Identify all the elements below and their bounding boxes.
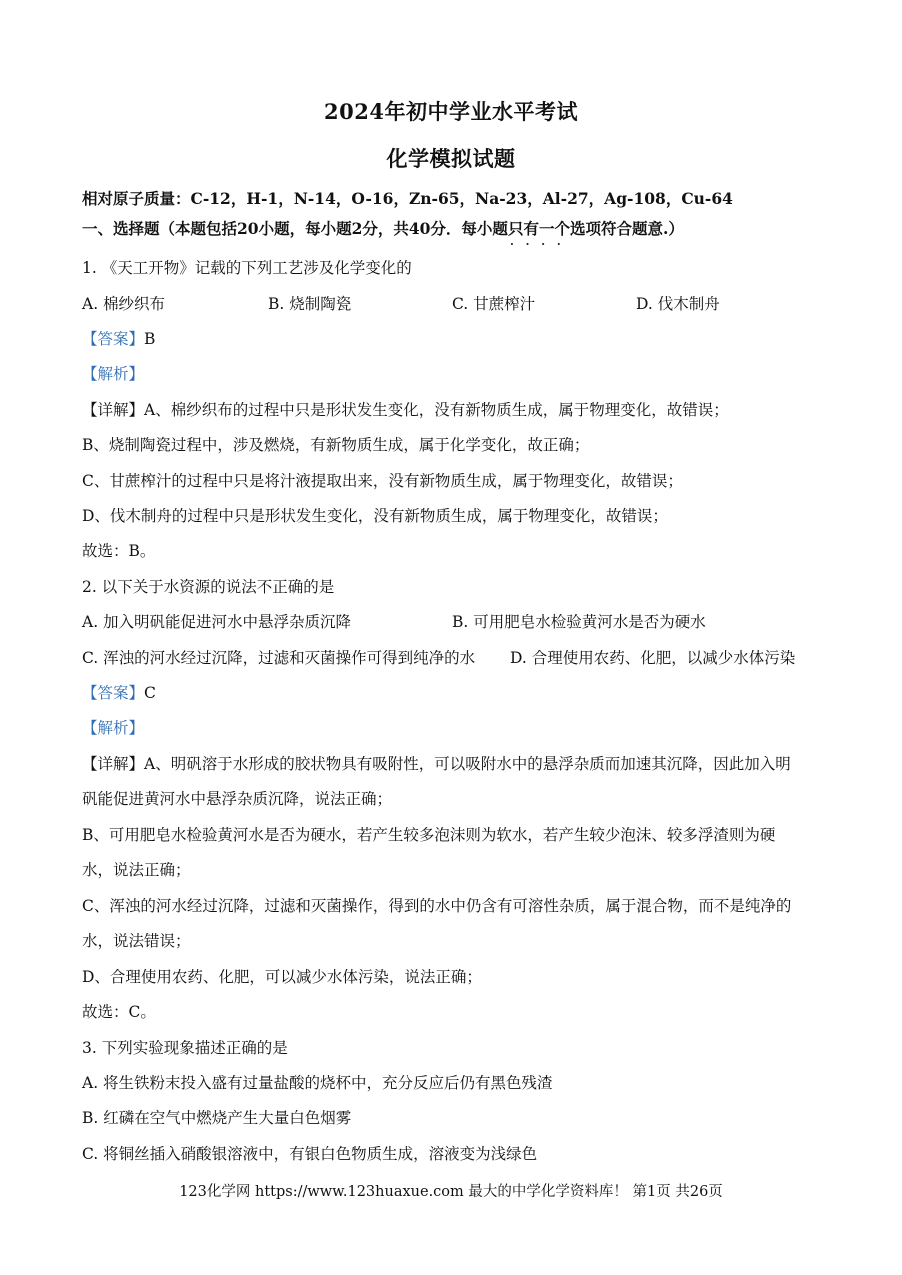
q1-conclusion: 故选：B。 <box>82 542 156 560</box>
q1-option-b: B. 烧制陶瓷 <box>268 295 352 313</box>
q2-option-c: C. 浑浊的河水经过沉降，过滤和灭菌操作可得到纯净的水 <box>82 649 476 667</box>
section-heading: 一、选择题（本题包括20小题，每小题2分，共40分．每小题只有一个 · · · ·选项符合题意.） <box>82 219 684 239</box>
q1-analysis-tag: 【解析】 <box>82 365 145 383</box>
q2-answer: 【答案】C <box>82 684 156 702</box>
q3-option-b: B. 红磷在空气中燃烧产生大量白色烟雾 <box>82 1109 352 1127</box>
q2-detail-line: D、合理使用农药、化肥，可以减少水体污染，说法正确； <box>82 968 482 986</box>
exam-subtitle: 化学模拟试题 <box>386 146 516 171</box>
q2-detail-line: B、可用肥皂水检验黄河水是否为硬水，若产生较多泡沫则为软水，若产生较少泡沫、较多浮渣则为硬 <box>82 826 776 844</box>
q1-option-d: D. 伐木制舟 <box>636 295 720 313</box>
question-3-stem: 3. 下列实验现象描述正确的是 <box>82 1039 288 1057</box>
q1-option-c: C. 甘蔗榨汁 <box>452 295 536 313</box>
q2-detail-line: 水，说法错误； <box>82 932 191 950</box>
emphasis-text: 只有一个 · · · · <box>508 219 570 238</box>
q3-option-c: C. 将铜丝插入硝酸银溶液中，有银白色物质生成，溶液变为浅绿色 <box>82 1145 538 1163</box>
q2-option-b: B. 可用肥皂水检验黄河水是否为硬水 <box>452 613 706 631</box>
q1-option-a: A. 棉纱织布 <box>82 295 166 313</box>
q2-analysis-tag: 【解析】 <box>82 719 145 737</box>
atomic-mass-line: 相对原子质量：C-12，H-1，N-14，O-16，Zn-65，Na-23，Al-27，Ag-108，Cu-64 <box>82 189 733 208</box>
q2-option-d: D. 合理使用农药、化肥，以减少水体污染 <box>510 649 796 667</box>
q2-option-a: A. 加入明矾能促进河水中悬浮杂质沉降 <box>82 613 352 631</box>
q2-detail-line: 水，说法正确； <box>82 861 191 879</box>
question-1-stem: 1. 《天工开物》记载的下列工艺涉及化学变化的 <box>82 259 412 277</box>
question-2-stem: 2. 以下关于水资源的说法不正确的是 <box>82 578 335 596</box>
page-footer: 123化学网 https://www.123huaxue.com 最大的中学化学资料库！ 第1页 共26页 <box>179 1184 723 1200</box>
q1-detail-line: 【详解】A、棉纱织布的过程中只是形状发生变化，没有新物质生成，属于物理变化，故错误； <box>82 401 729 419</box>
q3-option-a: A. 将生铁粉末投入盛有过量盐酸的烧杯中，充分反应后仍有黑色残渣 <box>82 1074 553 1092</box>
q2-detail-line: 矾能促进黄河水中悬浮杂质沉降，说法正确； <box>82 790 393 808</box>
q1-detail-line: D、伐木制舟的过程中只是形状发生变化，没有新物质生成，属于物理变化，故错误； <box>82 507 668 525</box>
q1-detail-line: C、甘蔗榨汁的过程中只是将汁液提取出来，没有新物质生成，属于物理变化，故错误； <box>82 472 683 490</box>
q1-detail-line: B、烧制陶瓷过程中，涉及燃烧，有新物质生成，属于化学变化，故正确； <box>82 436 590 454</box>
q2-detail-line: 【详解】A、明矾溶于水形成的胶状物具有吸附性，可以吸附水中的悬浮杂质而加速其沉降，因此加入明 <box>82 755 791 773</box>
exam-title: 2024年初中学业水平考试 <box>324 99 578 124</box>
q1-answer: 【答案】B <box>82 330 156 348</box>
q2-conclusion: 故选：C。 <box>82 1003 156 1021</box>
q2-detail-line: C、浑浊的河水经过沉降，过滤和灭菌操作，得到的水中仍含有可溶性杂质，属于混合物，而不是纯净的 <box>82 897 792 915</box>
